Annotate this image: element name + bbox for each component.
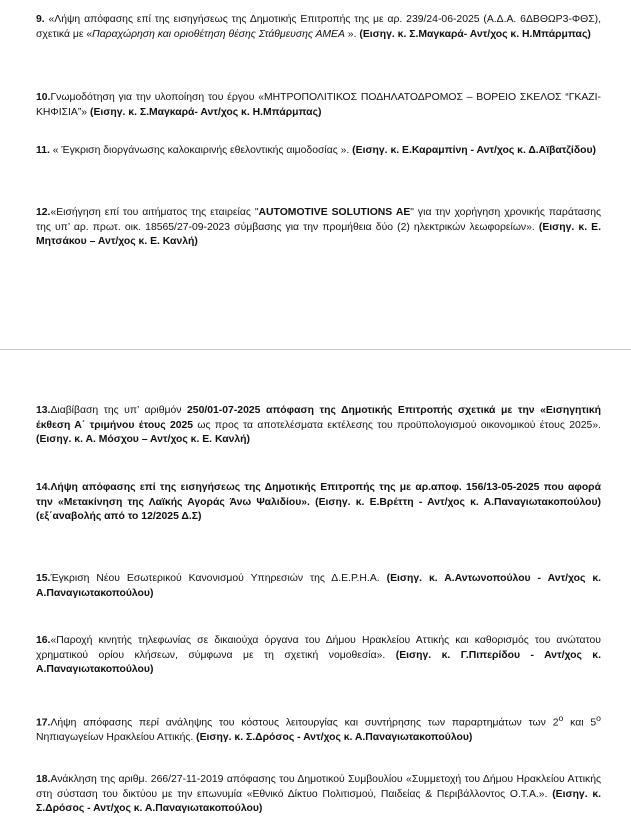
item-number: 17.: [36, 717, 51, 729]
item-number: 13.: [36, 405, 51, 416]
ordinal-superscript: ο: [558, 713, 564, 723]
item-text: Λήψη απόφασης περί ανάληψης του κόστους λειτουργίας και συντήρησης των παραρτημάτων των 2: [50, 717, 559, 729]
agenda-item-16: [36, 634, 601, 678]
agenda-item-14: [36, 481, 601, 525]
item-rapporteur: (Εισηγ. κ. Σ.Δρόσος - Αντ/χος κ. Α.Παναγιωτακοπούλου): [196, 732, 473, 744]
item-text: Ανάκληση της αριθμ. 266/27-11-2019 απόφασης του Δημοτικού Συμβουλίου «Συμμετοχή του Δήμου Ηρακλείου Αττικής στη σύσταση του δικτύου με την επωνυμία «Εθνικό Δίκτυο Πολιτισμού, Παιδείας & Περιβάλλοντος Ο.Τ.Α.».: [36, 774, 601, 800]
agenda-item-17: [36, 711, 601, 746]
item-text: «Λήψη απόφασης επί της εισηγήσεως της Δημοτικής Επιτροπής της με αρ. 239/24-06-2025 (Α.Δ.Α. 6ΔΒΘΩΡ3-ΦΘΣ), σχετικά με «: [36, 14, 601, 40]
agenda-item-12: [36, 206, 601, 250]
item-number: 16.: [36, 635, 51, 646]
item-text: Νηπιαγωγείων Ηρακλείου Αττικής.: [36, 732, 197, 744]
item-subject-italic: Παραχώρηση και οριοθέτηση θέσης Στάθμευσης ΑΜΕΑ: [92, 28, 345, 40]
item-number: 10.: [36, 92, 51, 103]
company-name: AUTOMOTIVE SOLUTIONS AE: [258, 207, 411, 218]
item-number: 18.: [36, 774, 51, 785]
item-rapporteur: (Εισηγ. κ. Σ.Μαγκαρά- Αντ/χος κ. Η.Μπάρμπας): [89, 106, 322, 118]
item-text: Διαβίβαση της υπ’ αριθμόν: [50, 405, 188, 416]
agenda-item-13: [36, 404, 601, 448]
item-text: « Έγκριση διοργάνωσης καλοκαιρινής εθελοντικής αιμοδοσίας ».: [49, 145, 353, 156]
item-text: «Εισήγηση επί του αιτήματος της εταιρείας ": [50, 207, 259, 218]
agenda-item-11: [36, 144, 601, 159]
item-text: Έγκριση Νέου Εσωτερικού Κανονισμού Υπηρεσιών της Δ.Ε.Ρ.Η.Α.: [50, 573, 387, 584]
item-text: " για την χορήγηση χρονικής παράτασης της υπ’ αρ. πρωτ. οικ. 18565/27-09-2023 σύμβασης για την προμήθεια δύο (2) ηλεκτρικών λεωφορείων».: [36, 207, 602, 233]
item-rapporteur: (Εισηγ. κ. Ε. Μητσάκου – Αντ/χος κ. Ε. Κανλή): [36, 221, 601, 248]
item-number: 9.: [36, 14, 45, 25]
item-text-bold: Λήψη απόφασης επί της εισηγήσεως της Δημοτικής Επιτροπής της με αρ.αποφ. 156/13-05-2025 που αφορά την «Μετακίνηση της Λαϊκής Αγοράς Άνω Ψαλιδίου». (Εισηγ. κ. Ε.Βρέττη - Αντ/χος κ. Α.Παναγιωτακοπούλου) (εξ΄αναβολής από το 12/2025 Δ.Σ): [36, 482, 601, 523]
item-rapporteur: (Εισηγ. κ. Ε.Καραμπίνη - Αντ/χος κ. Δ.Αϊβατζίδου): [352, 145, 596, 156]
item-number: 15.: [36, 573, 51, 584]
agenda-item-9: [36, 13, 601, 42]
page-divider: [0, 349, 631, 350]
item-rapporteur: (Εισηγ. κ. Α.Αντωνοπούλου - Αντ/χος κ. Α.Παναγιωτακοπούλου): [36, 573, 602, 599]
item-rapporteur: (Εισηγ. κ. Σ.Μαγκαρά- Αντ/χος κ. Η.Μπάρμπας): [359, 28, 591, 40]
item-text: Γνωμοδότηση για την υλοποίηση του έργου «ΜΗΤΡΟΠΟΛΙΤΙΚΟΣ ΠΟΔΗΛΑΤΟΔΡΟΜΟΣ – ΒΟΡΕΙΟ ΣΚΕΛΟΣ “ΓΚΑΖΙ-ΚΗΦΙΣΙΑ”»: [36, 92, 601, 118]
item-number: 14.: [36, 482, 51, 493]
ordinal-superscript: ο: [596, 713, 601, 723]
item-rapporteur: (Εισηγ. κ. Σ.Δρόσος - Αντ/χος κ. Α.Παναγιωτακοπούλου): [36, 788, 602, 815]
agenda-item-10: [36, 91, 601, 120]
item-rapporteur: (Εισηγ. κ. Α. Μόσχου – Αντ/χος κ. Ε. Κανλή): [36, 434, 250, 446]
item-number: 12.: [36, 207, 51, 218]
agenda-item-18: [36, 773, 601, 817]
item-text: «Παροχή κινητής τηλεφωνίας σε δικαιούχα όργανα του Δήμου Ηρακλείου Αττικής και καθορισμός του ανώτατου χρηματικού ορίου κλήσεων, σύμφωνα με τη σχετική νομοθεσία».: [36, 635, 601, 661]
item-number: 11.: [36, 145, 50, 156]
item-text: ως προς τα αποτελέσματα εκτέλεσης του προϋπολογισμού οικονομικού έτους 2025».: [193, 419, 601, 431]
item-decision-bold: 250/01-07-2025 απόφαση της Δημοτικής Επιτροπής σχετικά με την «Εισηγητική έκθεση Α΄ τριμήνου έτους 2025: [36, 405, 601, 431]
agenda-item-15: [36, 572, 601, 601]
item-text: και 5: [563, 717, 597, 729]
item-rapporteur: (Εισηγ. κ. Γ.Πιπερίδου - Αντ/χος κ. Α.Παναγιωτακοπούλου): [36, 649, 601, 676]
item-text: ».: [344, 28, 360, 40]
